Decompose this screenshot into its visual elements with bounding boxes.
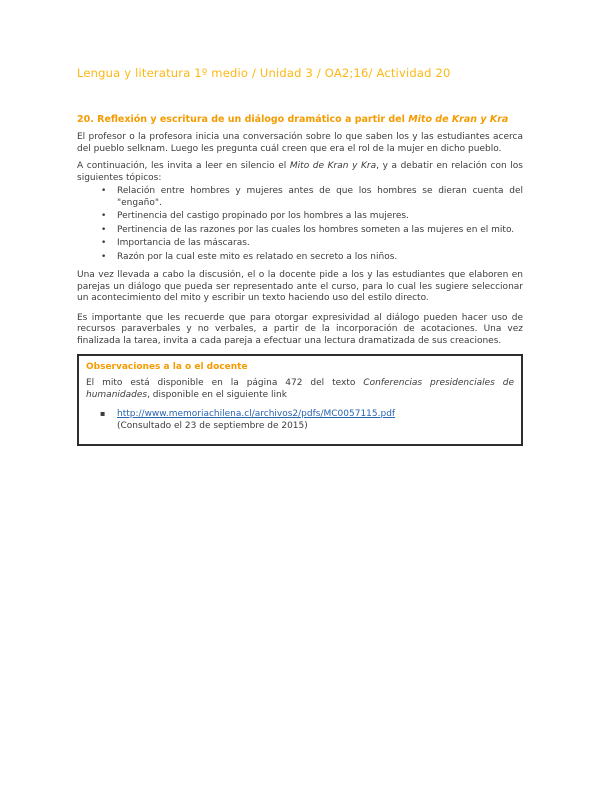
topic-item: • Pertinencia del castigo propinado por los hombres a las mujeres. <box>77 211 523 223</box>
observations-box <box>77 354 523 446</box>
paragraph-invite-prefix: A continuación, les invita a leer en silencio el <box>77 161 290 171</box>
paragraph-dialogue: Una vez llevada a cabo la discusión, el o la docente pide a los y las estudiantes que elaboren en parejas un diálogo que pueda ser representado ante el curso, para lo cual les sugiere seleccionar un acontecimiento del mito y escribir un texto haciendo uso del estilo directo. <box>77 270 523 303</box>
observations-body-prefix: El mito está disponible en la página 472 del texto <box>86 378 364 388</box>
resource-link-item <box>86 409 514 432</box>
observations-box-title: Observaciones a la o el docente <box>86 362 248 372</box>
paragraph-invite-myth-title: Mito de Kran y Kra <box>289 161 377 171</box>
activity-heading-myth-title: Mito de Kran y Kra <box>408 114 509 125</box>
link-consulted-note: (Consultado el 23 de septiembre de 2015) <box>117 421 308 431</box>
paragraph-expressivity: Es importante que les recuerde que para otorgar expresividad al diálogo pueden hacer uso de recursos paraverbales y no verbales, a partir de la incorporación de acotaciones. Una vez finalizada la tarea, invita a cada pareja a efectuar una lectura dramatizada de sus creaciones. <box>77 312 523 346</box>
paragraph-intro: El profesor o la profesora inicia una conversación sobre lo que saben los y las estudiantes acerca del pueblo selknam. Luego les pregunta cuál creen que era el rol de la mujer en dicho pueblo. <box>77 132 523 154</box>
topics-list <box>77 186 523 263</box>
paragraph-invite <box>77 161 523 184</box>
paragraph-invite-suffix: , y a debatir en relación con los siguientes tópicos: <box>77 161 523 183</box>
resource-link-list <box>86 409 514 432</box>
observations-box-body <box>86 378 514 401</box>
breadcrumb: Lengua y literatura 1º medio / Unidad 3 / OA2;16/ Actividad 20 <box>77 66 451 80</box>
observations-body-suffix: , disponible en el siguiente link <box>147 389 287 400</box>
activity-heading-text: 20. Reflexión y escritura de un diálogo dramático a partir del <box>77 114 409 125</box>
topic-item: • Pertinencia de las razones por las cuales los hombres someten a las mujeres en el mito. <box>77 225 523 237</box>
observations-body-book-title: Conferencias presidenciales de humanidades <box>86 378 514 400</box>
activity-heading <box>77 114 523 126</box>
topic-item: • Importancia de las máscaras. <box>77 238 523 250</box>
resource-link[interactable]: http://www.memoriachilena.cl/archivos2/pdfs/MC0057115.pdf <box>117 409 396 419</box>
topic-item: • Relación entre hombres y mujeres antes de que los hombres se dieran cuenta del "engaño". <box>77 186 523 209</box>
topic-item: • Razón por la cual este mito es relatado en secreto a los niños. <box>77 252 523 264</box>
